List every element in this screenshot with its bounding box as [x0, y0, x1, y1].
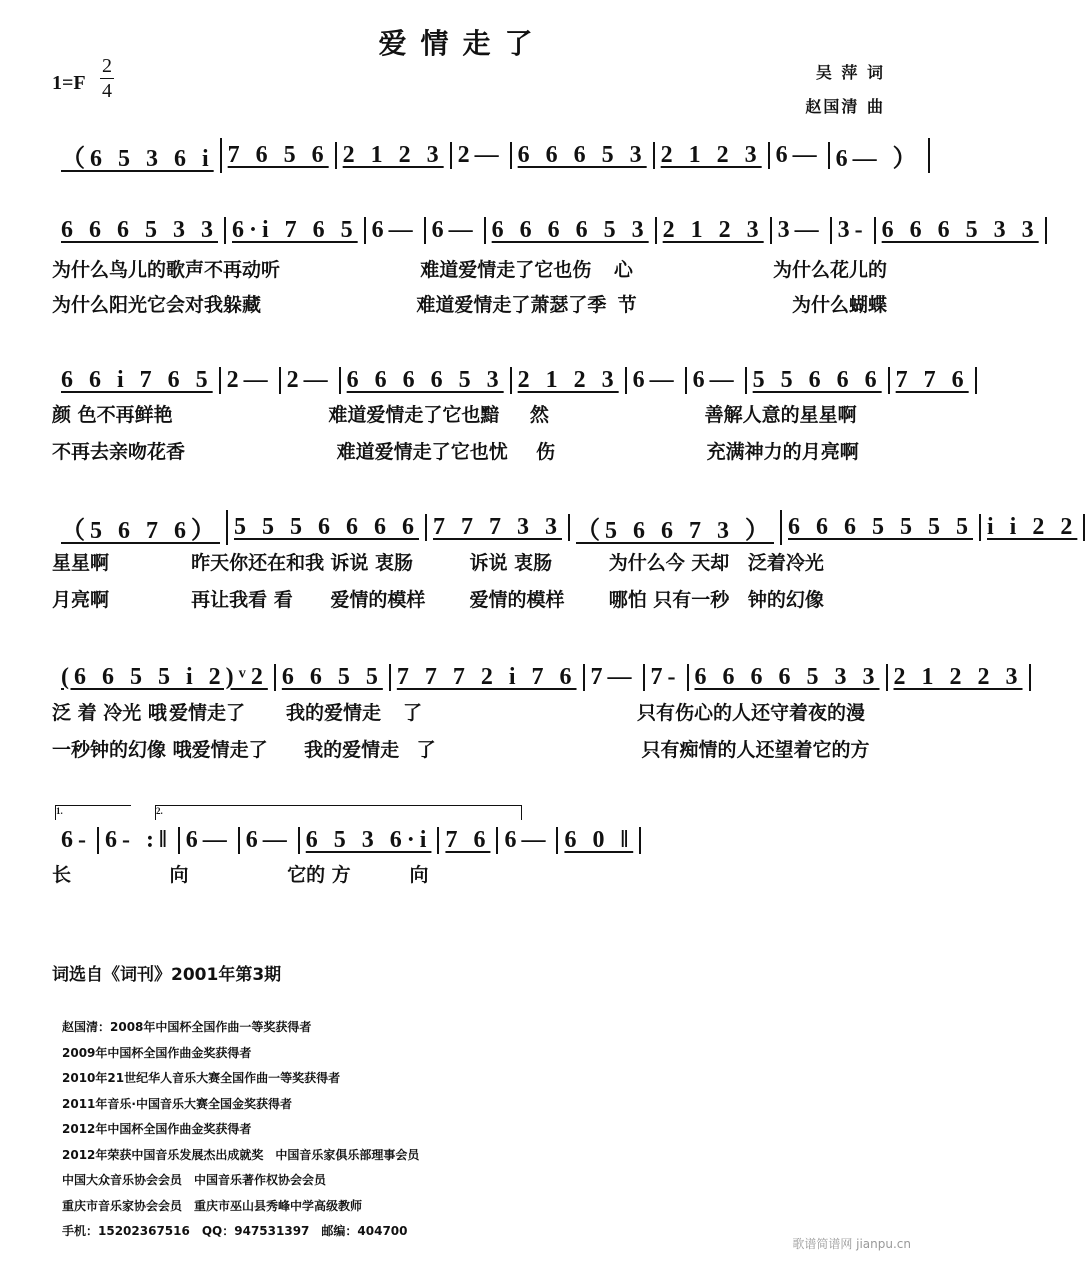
bio-line: 赵国清：2008年中国杯全国作曲一等奖获得者: [62, 1020, 312, 1034]
measure: 3-: [832, 217, 876, 244]
measure: 6 6 6 6 5 3: [486, 217, 657, 244]
lyrics-verse-2: [52, 437, 887, 464]
lyric-segment: 望着它的方: [774, 739, 870, 761]
lyric-segment: 它的 方: [287, 864, 351, 886]
composer-credit: 赵国清 曲: [805, 97, 885, 116]
lyrics-verse-1: [52, 400, 887, 427]
measure: 6- :‖: [99, 827, 180, 854]
lyric-segment: 爱情走了: [191, 739, 268, 761]
measure: 6— ）: [830, 138, 930, 173]
key-signature: 1=F: [52, 72, 86, 94]
measure: 6 6 i 7 6 5: [55, 367, 221, 394]
measure: 6—: [687, 367, 747, 394]
measure: 3—: [772, 217, 832, 244]
time-top: 2: [102, 55, 112, 77]
lyric-segment: 向: [169, 864, 189, 886]
lyric-segment: 听: [261, 259, 281, 281]
notation-row: [55, 806, 634, 855]
lyric-segment: 守着夜的漫: [770, 702, 866, 724]
lyric-segment: 星星啊: [799, 404, 857, 426]
lyric-segment: 为什么花儿的: [773, 259, 888, 281]
measure: 6-: [55, 827, 99, 854]
lyric-segment: 不再去亲吻花: [52, 441, 167, 463]
measure: 6 5 3 6·i: [300, 827, 440, 854]
lyric-segment: 月亮啊: [52, 589, 110, 611]
lyric-segment: 心: [613, 259, 633, 281]
measure: （5 6 6 7 3 ）: [570, 510, 782, 545]
measure: 6 6 6 5 5 5 5: [782, 514, 981, 541]
lyric-segment: 诉说 衷肠: [469, 552, 553, 574]
lyric-segment: 爱情的模样: [469, 589, 565, 611]
lyrics-verse-1: [52, 255, 887, 282]
lyric-segment: 为什么今 天却: [608, 552, 730, 574]
song-title: 爱情走了: [378, 27, 547, 60]
lyric-segment: [693, 255, 773, 282]
lyric-segment: [341, 255, 421, 282]
lyric-segment: 钟的幻像: [747, 589, 824, 611]
notation-row: [55, 365, 969, 395]
lyric-segment: 向: [409, 864, 429, 886]
lyric-segment: 难道爱情走了: [416, 294, 531, 316]
lyrics-verse-2: [52, 735, 887, 762]
measure: 6—: [770, 142, 830, 169]
lyric-segment: 节: [617, 294, 637, 316]
measure: 6—: [627, 367, 687, 394]
notation-row: [55, 512, 1078, 544]
lyric-segment: 我的爱情走: [286, 702, 382, 724]
bio-line: 中国大众音乐协会会员 中国音乐著作权协会会员: [62, 1173, 327, 1187]
measure: 6—: [180, 827, 240, 854]
lyric-segment: 长: [52, 864, 72, 886]
lyric-segment: 只有伤心的人还: [637, 702, 771, 724]
lyric-segment: 香: [166, 441, 186, 463]
lyric-segment: 我的爱情走: [304, 739, 400, 761]
measure: 6—: [240, 827, 300, 854]
bio-line: 手机：15202367516 QQ：947531397 邮编：404700: [62, 1224, 408, 1238]
notation-row: [55, 215, 1039, 245]
measure: 6 6 6 5 3: [512, 142, 655, 169]
measure: 2—: [452, 142, 512, 169]
lyric-segment: 然: [529, 404, 549, 426]
lyric-segment: 难道爱情走了: [328, 404, 443, 426]
lyric-segment: [228, 860, 287, 887]
measure: 6·i 7 6 5: [226, 217, 366, 244]
measure: 7 6: [439, 827, 498, 854]
lyric-segment: 它也伤: [534, 259, 592, 281]
lyric-segment: 月亮啊: [801, 441, 859, 463]
lyric-segment: 为什么鸟儿的: [52, 259, 167, 281]
measure: 5 5 5 6 6 6 6: [228, 514, 427, 541]
lyric-segment: 充满神力的: [706, 441, 802, 463]
bio-line: 重庆市音乐家协会会员 重庆市巫山县秀峰中学高级教师: [62, 1198, 363, 1213]
lyric-segment: 了: [416, 739, 436, 761]
lyric-segment: 它也忧: [450, 441, 508, 463]
lyric-segment: [621, 437, 706, 464]
lyricist-credit: 吴 萍 词: [815, 63, 885, 82]
lyric-segment: [520, 698, 637, 725]
measure: （6 5 3 6 i: [55, 138, 222, 173]
bio-line: 2009年中国杯全国作曲金奖获得者: [62, 1045, 252, 1060]
lyric-segment: 歌声不再动: [166, 259, 262, 281]
bio-line: 2010年21世纪华人音乐大赛全国作曲一等奖获得者: [62, 1071, 341, 1085]
volta-1: 1.: [55, 805, 131, 820]
lyric-segment: 泛 着 冷光 哦: [52, 702, 167, 724]
measure: 6—: [498, 827, 558, 854]
notation-row: [55, 140, 922, 172]
lyric-segment: 难道爱情走了: [336, 441, 451, 463]
lyric-segment: 一秒钟的幻像 哦: [52, 739, 192, 761]
measure: 6 6 6 5 3 3: [55, 217, 226, 244]
lyric-segment: [468, 860, 527, 887]
lyric-segment: 伤: [536, 441, 556, 463]
bio-line: 2011年音乐·中国音乐大赛全国金奖获得者: [62, 1096, 292, 1111]
lyric-segment: 它会对我躲: [147, 294, 243, 316]
lyrics-verse-2: [52, 290, 887, 317]
lyrics-verse-1: [52, 548, 887, 575]
lyric-segment: 昨天你还在和我: [191, 552, 325, 574]
measure: 2 1 2 3: [512, 367, 627, 394]
lyric-segment: 萧瑟了季: [530, 294, 607, 316]
measure: 7 7 6: [890, 367, 977, 394]
lyric-segment: [529, 735, 641, 762]
measure: i i 2 2: [981, 514, 1085, 541]
lyric-segment: 善解人意的: [704, 404, 800, 426]
lyric-segment: 艳: [153, 404, 173, 426]
measure: 7—: [585, 664, 645, 691]
measure: 6—: [366, 217, 426, 244]
lyric-segment: 为什么蝴蝶: [791, 294, 887, 316]
lyric-segment: [705, 290, 792, 317]
lyrics-verse-2: [52, 585, 887, 612]
volta-2: 2.: [155, 805, 522, 820]
measure: 2 1 2 2 3: [888, 664, 1031, 691]
measure: 6 0 ‖: [558, 827, 641, 854]
lyric-segment: [329, 290, 416, 317]
lyric-segment: 颜 色不再鲜: [52, 404, 154, 426]
lyric-segment: 为什么阳光: [52, 294, 148, 316]
lyric-segment: 藏: [242, 294, 262, 316]
lyric-segment: 诉说 衷肠: [330, 552, 413, 574]
lyrics-source: 词选自《词刊》2001年第3期: [52, 965, 282, 985]
lyric-segment: 爱情走了: [169, 702, 246, 724]
watermark: 歌谱简谱网 jianpu.cn: [792, 1237, 911, 1251]
lyric-segment: 它也黯: [442, 404, 500, 426]
lyrics-verse-1: [52, 698, 887, 725]
lyric-segment: [111, 860, 170, 887]
measure: 7 6 5 6: [222, 142, 337, 169]
measure: 6 6 6 6 5 3 3: [689, 664, 888, 691]
lyric-segment: 爱情的模样: [330, 589, 426, 611]
measure: 6 6 6 6 5 3: [341, 367, 512, 394]
lyric-segment: 了: [403, 702, 423, 724]
measure: 2 1 2 3: [337, 142, 452, 169]
measure: 2—: [281, 367, 341, 394]
lyric-segment: 只有痴情的人还: [641, 739, 775, 761]
notation-row: [55, 662, 1023, 692]
measure: (6 6 5 5 i 2)ᵛ2: [55, 664, 276, 691]
lyric-segment: [351, 860, 410, 887]
measure: 7 7 7 3 3: [427, 514, 570, 541]
measure: 2—: [221, 367, 281, 394]
bio-line: 2012年荣获中国音乐发展杰出成就奖 中国音乐家俱乐部理事会员: [62, 1147, 420, 1162]
measure: 7 7 7 2 i 7 6: [391, 664, 585, 691]
measure: （5 6 7 6）: [55, 510, 228, 545]
lyric-segment: 泛着冷光: [747, 552, 824, 574]
measure: 2 1 2 3: [655, 142, 770, 169]
measure: 6 6 5 5: [276, 664, 391, 691]
measure: 5 5 6 6 6: [747, 367, 890, 394]
lyric-segment: [251, 437, 336, 464]
lyric-segment: 哪怕 只有一秒: [608, 589, 730, 611]
measure: 6—: [426, 217, 486, 244]
measure: 6 6 6 5 3 3: [876, 217, 1047, 244]
measure: 7-: [645, 664, 689, 691]
time-bottom: 4: [102, 80, 112, 102]
measure: 2 1 2 3: [657, 217, 772, 244]
lyric-segment: [617, 400, 704, 427]
time-signature: [100, 54, 114, 103]
lyric-segment: 难道爱情走了: [420, 259, 535, 281]
lyric-segment: [241, 400, 328, 427]
bio-line: 2012年中国杯全国作曲金奖获得者: [62, 1122, 252, 1136]
lyrics-verse-1: [52, 860, 527, 887]
lyric-segment: 星星啊: [52, 552, 110, 574]
lyric-segment: 再让我看 看: [191, 589, 293, 611]
